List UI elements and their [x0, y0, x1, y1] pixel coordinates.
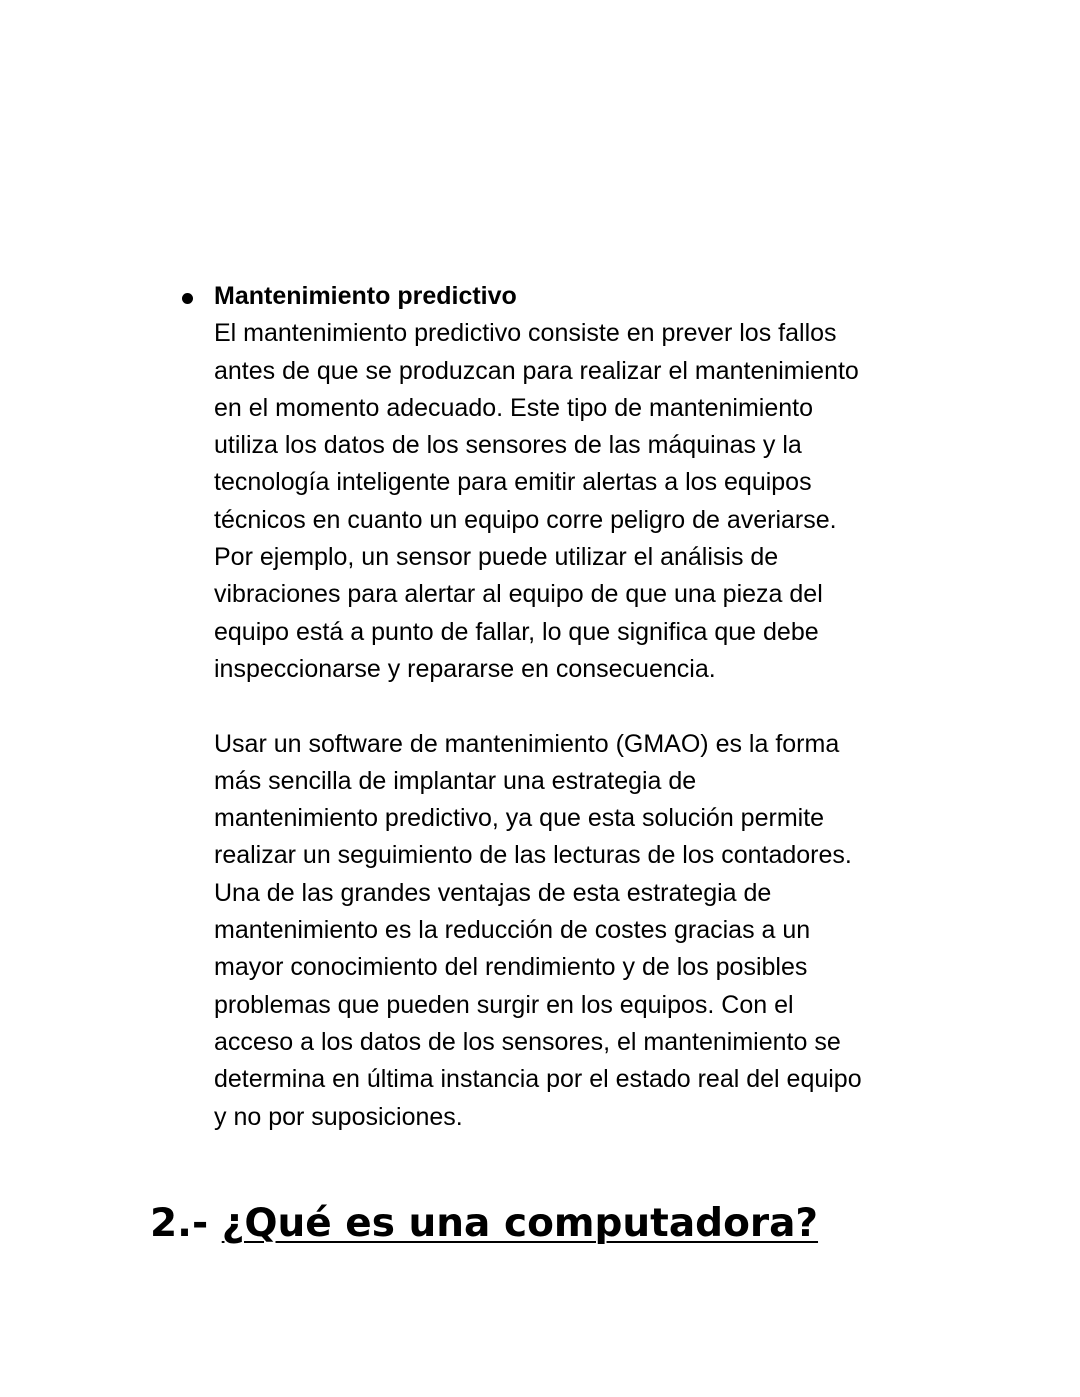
paragraph-line: antes de que se produzcan para realizar el mantenimiento: [214, 356, 859, 385]
paragraph-spacer: [214, 688, 944, 725]
section-title: ¿Qué es una computadora?: [221, 1201, 819, 1246]
paragraph-line: vibraciones para alertar al equipo de que una pieza del: [214, 580, 823, 609]
paragraph-line: equipo está a punto de fallar, lo que significa que debe: [214, 617, 819, 646]
bullet-icon: [182, 293, 193, 304]
paragraph-line: tecnología inteligente para emitir alertas a los equipos: [214, 468, 812, 497]
item-title: Mantenimiento predictivo: [214, 282, 517, 310]
paragraph-line: acceso a los datos de los sensores, el mantenimiento se: [214, 1027, 841, 1056]
paragraph-line: más sencilla de implantar una estrategia de: [214, 766, 697, 795]
paragraph-line: utiliza los datos de los sensores de las máquinas y la: [214, 431, 802, 460]
paragraph-line: mayor conocimiento del rendimiento y de los posibles: [214, 953, 808, 982]
paragraph-line: problemas que pueden surgir en los equipos. Con el: [214, 990, 794, 1019]
paragraph-line: técnicos en cuanto un equipo corre peligro de averiarse.: [214, 505, 837, 534]
section-number: 2.-: [150, 1201, 209, 1246]
paragraph-line: mantenimiento es la reducción de costes gracias a un: [214, 916, 811, 945]
section-heading: [150, 1196, 818, 1252]
paragraph-line: en el momento adecuado. Este tipo de mantenimiento: [214, 393, 813, 422]
paragraph-line: y no por suposiciones.: [214, 1102, 463, 1131]
bullet-list-item: [214, 278, 944, 1136]
paragraph-line: realizar un seguimiento de las lecturas de los contadores.: [214, 841, 852, 870]
paragraph-line: El mantenimiento predictivo consiste en prever los fallos: [214, 319, 837, 348]
paragraph-line: inspeccionarse y repararse en consecuencia.: [214, 654, 716, 683]
paragraph-line: Por ejemplo, un sensor puede utilizar el análisis de: [214, 543, 779, 572]
paragraph-line: mantenimiento predictivo, ya que esta solución permite: [214, 804, 825, 833]
paragraph-line: determina en última instancia por el estado real del equipo: [214, 1065, 862, 1094]
paragraph-2: [214, 726, 944, 1136]
paragraph-line: Una de las grandes ventajas de esta estrategia de: [214, 878, 772, 907]
paragraph-1: [214, 315, 944, 688]
paragraph-line: Usar un software de mantenimiento (GMAO) es la forma: [214, 729, 840, 758]
